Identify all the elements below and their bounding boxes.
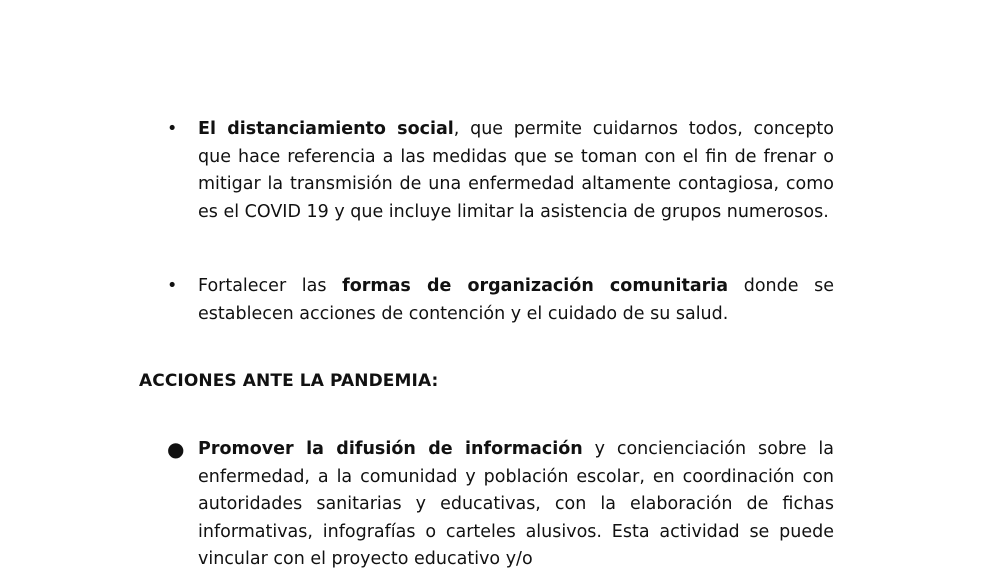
section-heading: ACCIONES ANTE LA PANDEMIA: xyxy=(139,371,439,391)
bullet-lead-text: Fortalecer las xyxy=(198,276,343,296)
bullet-marker: • xyxy=(167,119,178,139)
bullet-bold-text: El distanciamiento social xyxy=(198,119,454,139)
action-item-difusion xyxy=(167,436,834,574)
action-bold-text: Promover la difusión de información xyxy=(198,439,583,459)
action-body-text: y concienciación sobre la enfermedad, a la comunidad y población escolar, en coordinación con autoridades sanitarias y educativas, con la elaboración de fichas informativas, infografías o carteles alusivos. Esta actividad se puede vincular con el proyecto educativo y/o xyxy=(198,439,834,569)
bullet-item-organizacion xyxy=(167,273,834,328)
bullet-bold-text: formas de organización comunitaria xyxy=(342,276,729,296)
bullet-body-text: donde se establecen acciones de contención y el cuidado de su salud. xyxy=(198,276,834,324)
bullet-item-distanciamiento xyxy=(167,116,835,226)
bullet-body-text: , que permite cuidarnos todos, concepto que hace referencia a las medidas que se toman con el fin de frenar o mitigar la transmisión de una enfermedad altamente contagiosa, como es el COVID 19 y que incluye limitar la asistencia de grupos numerosos. xyxy=(198,119,835,222)
bullet-marker: • xyxy=(167,276,178,296)
bullet-marker: ● xyxy=(167,437,185,461)
